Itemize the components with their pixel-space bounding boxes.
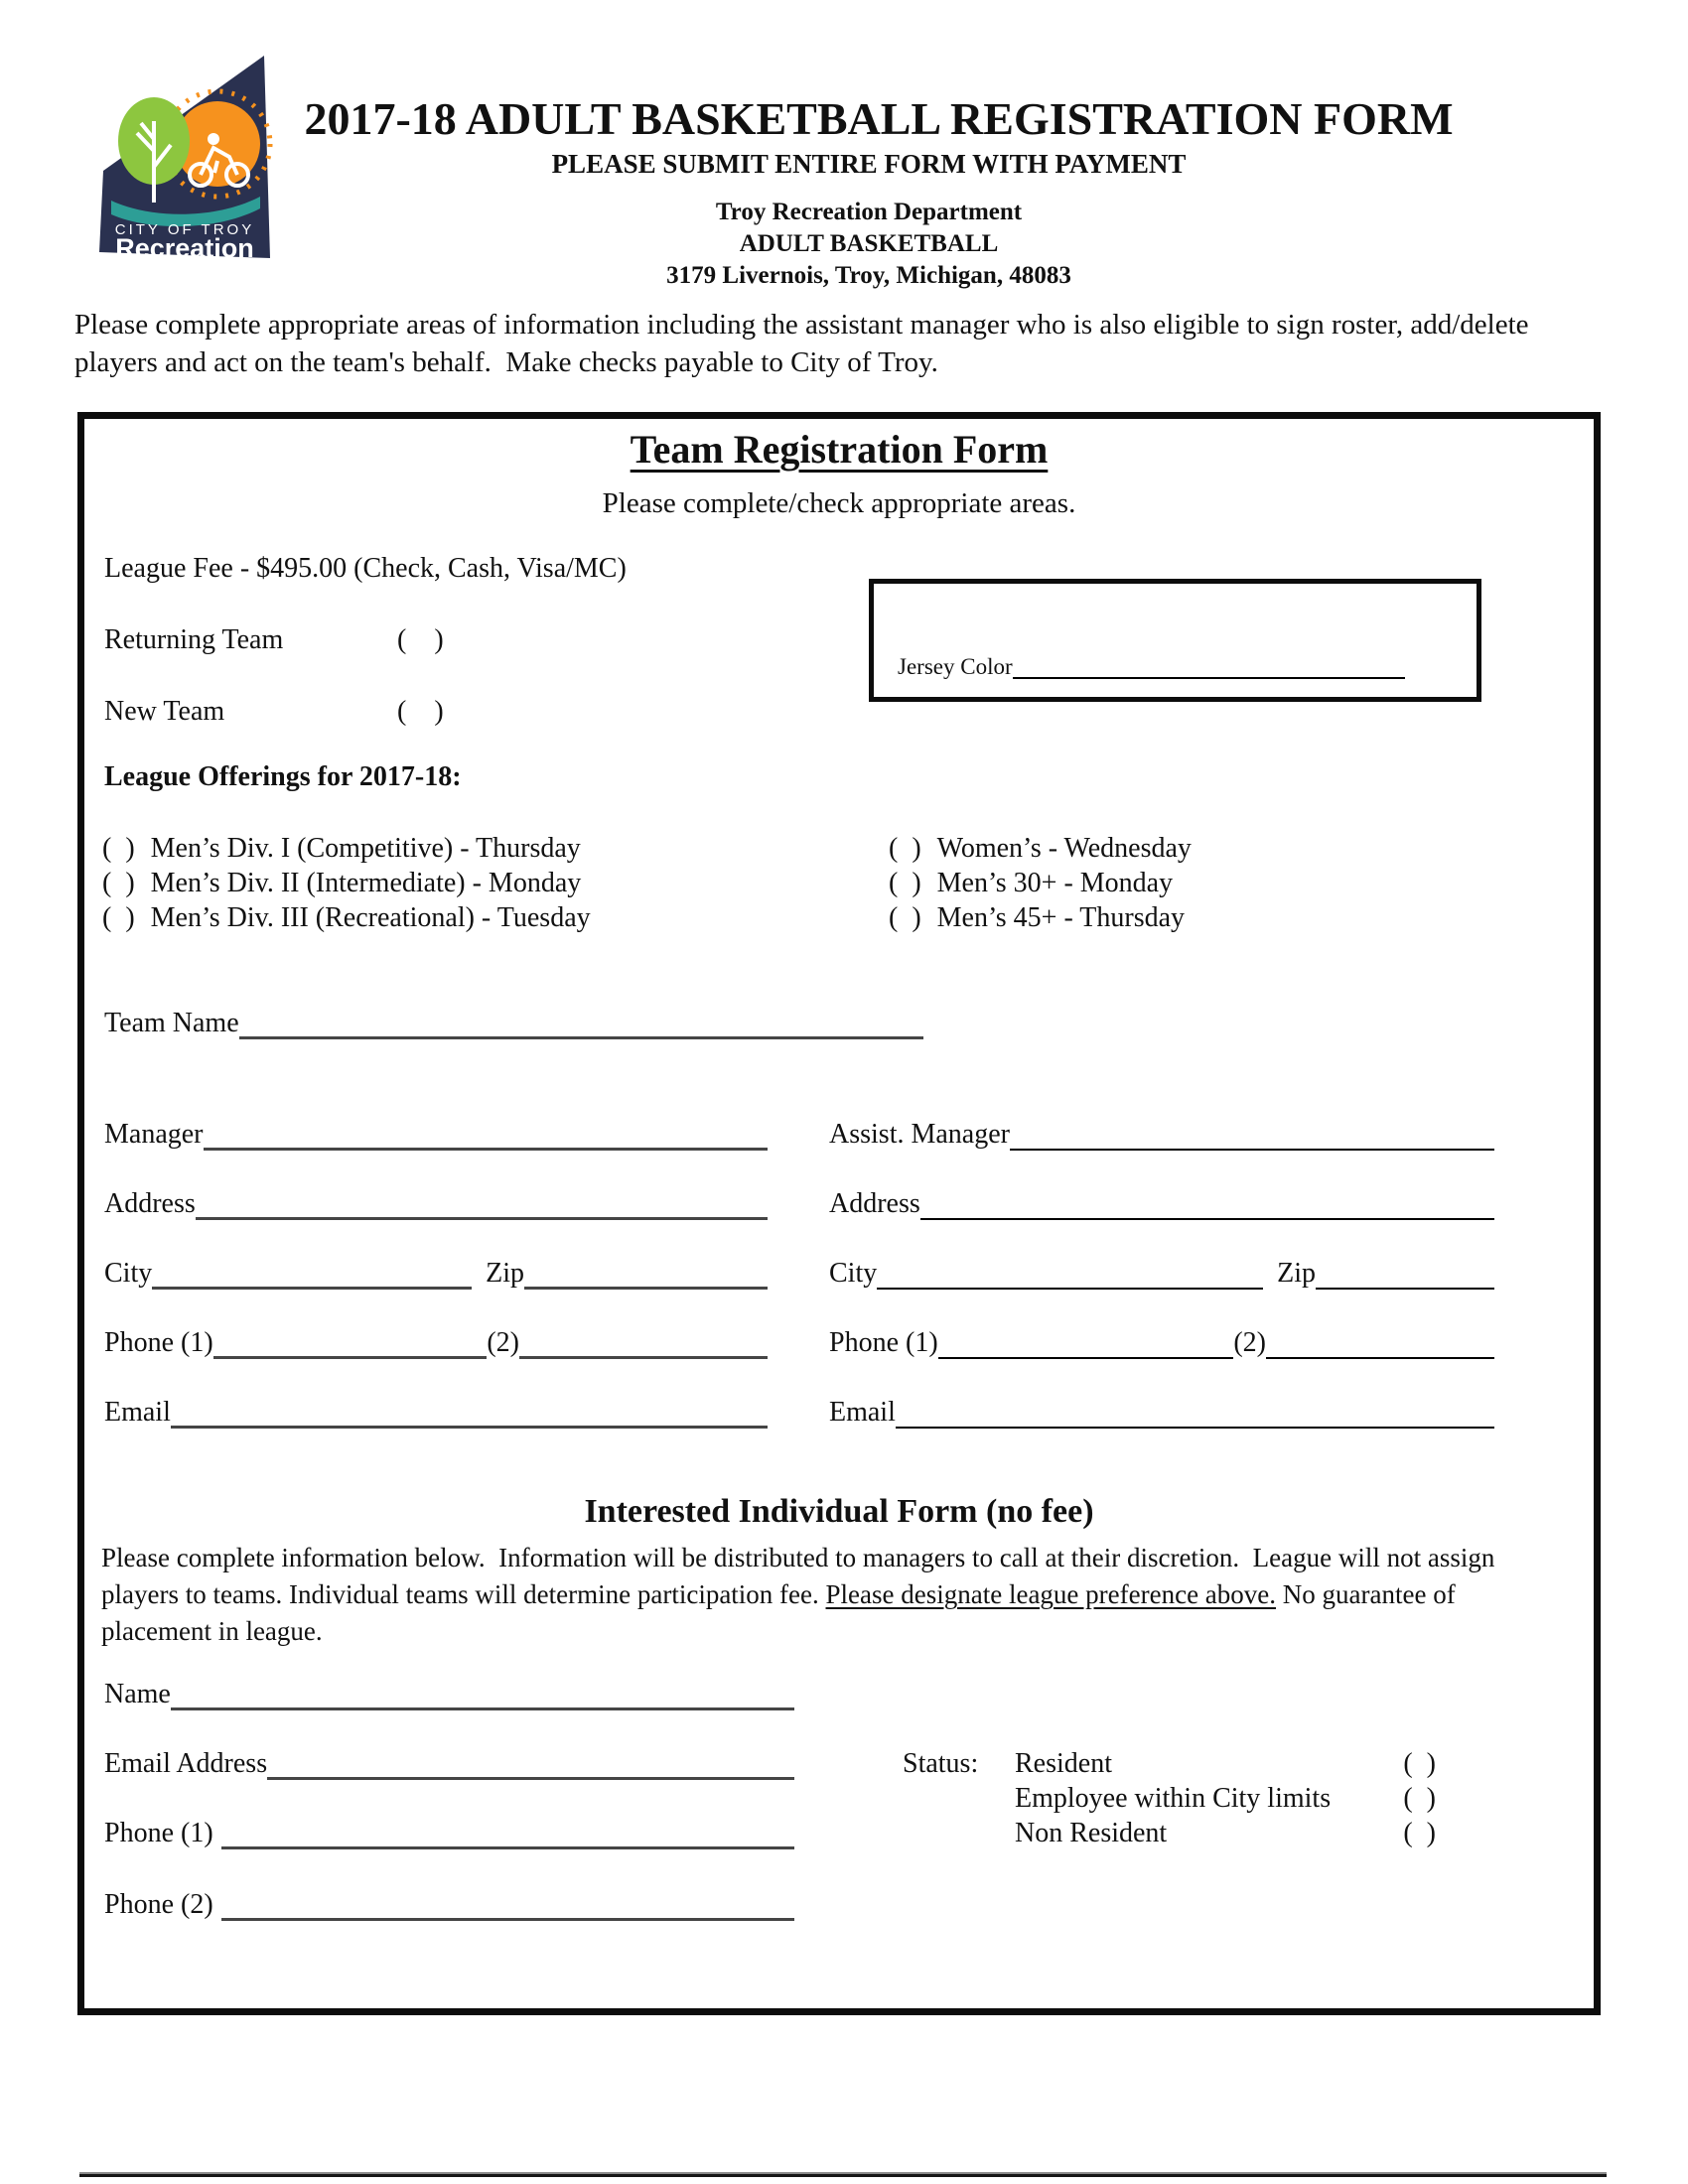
assist-manager-row (829, 1120, 1494, 1151)
team-form-title: Team Registration Form (630, 427, 1049, 472)
offering-checkbox[interactable]: ( ) (102, 833, 135, 864)
status-option-row (1015, 1819, 1436, 1849)
individual-desc-part1: Please complete information below. Information will be distributed to managers to call at their discretion. League will not assign players to teams. Individual teams will determine participation fee. (101, 1543, 1495, 1609)
offering-label: Women’s - Wednesday (936, 833, 1192, 864)
manager-phone1-field[interactable] (213, 1346, 488, 1359)
individual-name-field[interactable] (171, 1698, 794, 1710)
jersey-color-label: Jersey Color (898, 653, 1013, 679)
assist-city-zip-row (829, 1259, 1494, 1290)
status-option-row (1015, 1784, 1436, 1815)
org-address: 3179 Livernois, Troy, Michigan, 48083 (666, 262, 1071, 289)
email-label: Email (104, 1397, 171, 1428)
email-label: Email (829, 1397, 896, 1428)
status-label: Status: (903, 1748, 979, 1779)
address-label: Address (829, 1188, 920, 1219)
manager-field[interactable] (204, 1138, 768, 1151)
offering-checkbox[interactable]: ( ) (102, 902, 135, 933)
offering-label: Men’s Div. II (Intermediate) - Monday (150, 868, 582, 898)
assist-manager-label: Assist. Manager (829, 1119, 1010, 1150)
assist-address-row (829, 1189, 1494, 1220)
city-label: City (829, 1258, 878, 1289)
offering-label: Men’s Div. III (Recreational) - Tuesday (150, 902, 591, 933)
logo-recreation-text: Recreation (115, 233, 254, 263)
offering-option (889, 869, 1173, 899)
phone1-label: Phone (1) (104, 1327, 213, 1358)
assist-phone1-field[interactable] (938, 1347, 1234, 1359)
jersey-color-field[interactable] (1013, 667, 1405, 679)
status-resident-checkbox[interactable]: ( ) (1403, 1748, 1436, 1779)
offering-option (889, 834, 1192, 865)
assist-manager-field[interactable] (1010, 1139, 1494, 1151)
page-title: 2017-18 ADULT BASKETBALL REGISTRATION FORM (304, 93, 1454, 144)
logo-city-text: CITY OF TROY (114, 221, 255, 238)
offering-option (102, 869, 581, 899)
individual-email-row (104, 1749, 794, 1780)
new-team-label: New Team (104, 696, 225, 727)
returning-team-row (104, 625, 601, 656)
phone2-label: (2) (487, 1327, 519, 1358)
status-option-label: Resident (1015, 1748, 1112, 1779)
phone2-label: (2) (1233, 1327, 1266, 1358)
page-bottom-rule (79, 2172, 1607, 2177)
individual-desc-underlined: Please designate league preference above. (825, 1579, 1277, 1609)
status-option-label: Non Resident (1015, 1818, 1168, 1848)
email-address-label: Email Address (104, 1748, 268, 1779)
city-label: City (104, 1258, 153, 1289)
offering-option (102, 834, 581, 865)
new-team-checkbox[interactable]: ( ) (397, 696, 444, 727)
intro-paragraph: Please complete appropriate areas of information including the assistant manager who is also eligible to sign roster, add/delete players and act on the team's behalf. Make checks payable to City of Troy. (74, 309, 1529, 378)
offering-option (889, 903, 1185, 934)
address-label: Address (104, 1188, 196, 1219)
assist-email-row (829, 1398, 1494, 1429)
manager-email-field[interactable] (171, 1416, 768, 1429)
manager-phone-row (104, 1328, 768, 1359)
status-option-row (1015, 1749, 1436, 1780)
offering-label: Men’s Div. I (Competitive) - Thursday (150, 833, 581, 864)
offering-checkbox[interactable]: ( ) (889, 902, 921, 933)
offering-label: Men’s 30+ - Monday (936, 868, 1174, 898)
team-name-row (104, 1009, 923, 1039)
status-employee-checkbox[interactable]: ( ) (1403, 1783, 1436, 1814)
offering-option (102, 903, 591, 934)
league-fee-text: League Fee - $495.00 (Check, Cash, Visa/MC) (104, 553, 627, 584)
offering-label: Men’s 45+ - Thursday (936, 902, 1186, 933)
manager-address-field[interactable] (196, 1207, 768, 1220)
phone1-label: Phone (1) (829, 1327, 938, 1358)
individual-desc-part2: No guarantee of placement in league. (101, 1579, 1456, 1646)
status-nonresident-checkbox[interactable]: ( ) (1403, 1818, 1436, 1848)
assist-phone-row (829, 1328, 1494, 1359)
individual-form-description (101, 1540, 1553, 1650)
offering-checkbox[interactable]: ( ) (889, 833, 921, 864)
zip-label: Zip (486, 1258, 524, 1289)
assist-email-field[interactable] (896, 1417, 1494, 1429)
city-of-troy-recreation-logo (97, 52, 276, 264)
phone1-label: Phone (1) (104, 1818, 213, 1848)
manager-city-field[interactable] (152, 1277, 472, 1290)
individual-phone1-field[interactable] (221, 1837, 794, 1849)
offerings-heading: League Offerings for 2017-18: (104, 761, 462, 792)
returning-team-checkbox[interactable]: ( ) (397, 624, 444, 655)
program-name: ADULT BASKETBALL (739, 230, 999, 257)
individual-email-field[interactable] (267, 1767, 794, 1780)
manager-city-zip-row (104, 1259, 768, 1290)
offering-checkbox[interactable]: ( ) (102, 868, 135, 898)
individual-phone2-row (104, 1890, 794, 1921)
manager-row (104, 1120, 768, 1151)
assist-zip-field[interactable] (1316, 1278, 1494, 1290)
manager-zip-field[interactable] (524, 1277, 768, 1290)
team-name-label: Team Name (104, 1008, 239, 1038)
new-team-row (104, 697, 601, 728)
page-subtitle: PLEASE SUBMIT ENTIRE FORM WITH PAYMENT (551, 149, 1187, 179)
assist-phone2-field[interactable] (1266, 1347, 1494, 1359)
manager-phone2-field[interactable] (519, 1346, 768, 1359)
individual-name-row (104, 1680, 794, 1710)
jersey-color-row (898, 654, 1405, 679)
individual-phone2-field[interactable] (221, 1908, 794, 1921)
zip-label: Zip (1277, 1258, 1316, 1289)
assist-address-field[interactable] (920, 1208, 1494, 1220)
manager-label: Manager (104, 1119, 204, 1150)
returning-team-label: Returning Team (104, 624, 284, 655)
team-name-field[interactable] (239, 1026, 923, 1039)
assist-city-field[interactable] (877, 1278, 1263, 1290)
org-name: Troy Recreation Department (715, 199, 1023, 225)
manager-email-row (104, 1398, 768, 1429)
status-option-label: Employee within City limits (1015, 1783, 1332, 1814)
name-label: Name (104, 1679, 171, 1709)
jersey-color-box (869, 579, 1481, 702)
team-form-subtitle: Please complete/check appropriate areas. (602, 487, 1076, 519)
phone2-label: Phone (2) (104, 1889, 213, 1920)
individual-phone1-row (104, 1819, 794, 1849)
manager-address-row (104, 1189, 768, 1220)
offering-checkbox[interactable]: ( ) (889, 868, 921, 898)
individual-form-title: Interested Individual Form (no fee) (584, 1493, 1094, 1530)
